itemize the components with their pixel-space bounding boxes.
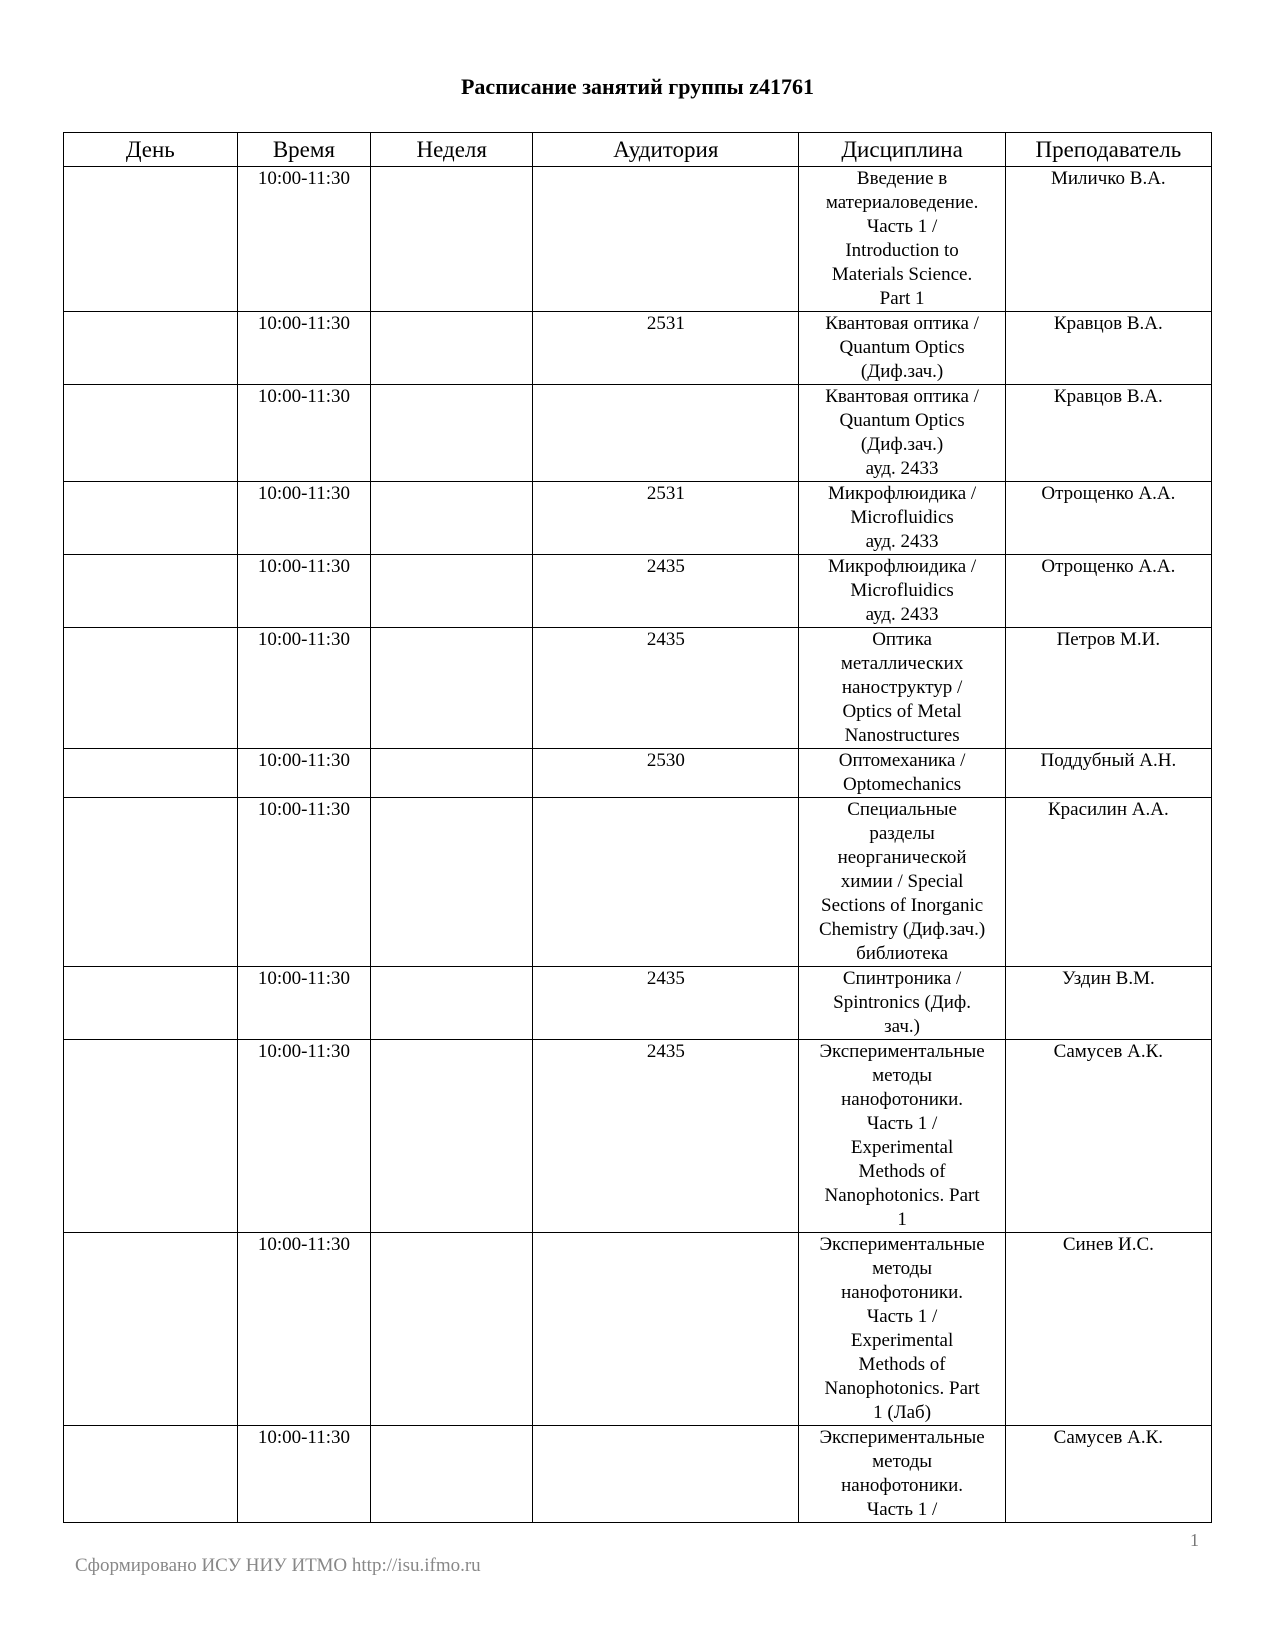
cell-teacher: Кравцов В.А. <box>1005 312 1211 385</box>
cell-room <box>533 1426 799 1523</box>
cell-time: 10:00-11:30 <box>237 482 371 555</box>
cell-discipline: Квантовая оптика / Quantum Optics (Диф.зач.) ауд. 2433 <box>799 385 1005 482</box>
cell-time: 10:00-11:30 <box>237 1426 371 1523</box>
cell-time: 10:00-11:30 <box>237 1040 371 1233</box>
header-row <box>64 133 1212 167</box>
schedule-table <box>63 132 1212 1523</box>
table-row <box>64 1233 1212 1426</box>
cell-discipline: Квантовая оптика / Quantum Optics (Диф.зач.) <box>799 312 1005 385</box>
column-header-time: Время <box>237 133 371 167</box>
cell-time: 10:00-11:30 <box>237 167 371 312</box>
cell-time: 10:00-11:30 <box>237 555 371 628</box>
cell-teacher: Уздин В.М. <box>1005 967 1211 1040</box>
cell-teacher: Самусев А.К. <box>1005 1040 1211 1233</box>
cell-week <box>371 798 533 967</box>
cell-room: 2435 <box>533 967 799 1040</box>
cell-teacher: Красилин А.А. <box>1005 798 1211 967</box>
table-row <box>64 167 1212 312</box>
cell-time: 10:00-11:30 <box>237 385 371 482</box>
cell-room <box>533 385 799 482</box>
cell-time: 10:00-11:30 <box>237 1233 371 1426</box>
cell-teacher: Поддубный А.Н. <box>1005 749 1211 798</box>
cell-discipline: Введение в материаловедение. Часть 1 / Introduction to Materials Science. Part 1 <box>799 167 1005 312</box>
table-row <box>64 798 1212 967</box>
column-header-discipline: Дисциплина <box>799 133 1005 167</box>
cell-discipline: Спинтроника / Spintronics (Диф. зач.) <box>799 967 1005 1040</box>
cell-day <box>64 749 238 798</box>
cell-room <box>533 1233 799 1426</box>
cell-time: 10:00-11:30 <box>237 967 371 1040</box>
table-row <box>64 555 1212 628</box>
table-row <box>64 749 1212 798</box>
cell-day <box>64 628 238 749</box>
cell-teacher: Синев И.С. <box>1005 1233 1211 1426</box>
cell-day <box>64 167 238 312</box>
cell-week <box>371 1040 533 1233</box>
cell-discipline: Экспериментальные методы нанофотоники. Часть 1 / Experimental Methods of Nanophotonics. Part 1 (Лаб) <box>799 1233 1005 1426</box>
cell-teacher: Отрощенко А.А. <box>1005 482 1211 555</box>
cell-discipline: Экспериментальные методы нанофотоники. Часть 1 / <box>799 1426 1005 1523</box>
cell-teacher: Петров М.И. <box>1005 628 1211 749</box>
cell-week <box>371 385 533 482</box>
cell-room: 2435 <box>533 555 799 628</box>
cell-week <box>371 1233 533 1426</box>
cell-discipline: Микрофлюидика / Microfluidics ауд. 2433 <box>799 555 1005 628</box>
cell-week <box>371 167 533 312</box>
cell-time: 10:00-11:30 <box>237 798 371 967</box>
column-header-room: Аудитория <box>533 133 799 167</box>
cell-day <box>64 1426 238 1523</box>
table-row <box>64 967 1212 1040</box>
table-row <box>64 385 1212 482</box>
cell-week <box>371 555 533 628</box>
cell-time: 10:00-11:30 <box>237 749 371 798</box>
cell-day <box>64 1233 238 1426</box>
cell-room <box>533 167 799 312</box>
cell-room: 2530 <box>533 749 799 798</box>
cell-discipline: Микрофлюидика / Microfluidics ауд. 2433 <box>799 482 1005 555</box>
table-row <box>64 628 1212 749</box>
cell-day <box>64 1040 238 1233</box>
table-row <box>64 482 1212 555</box>
cell-day <box>64 482 238 555</box>
cell-discipline: Оптомеханика / Optomechanics <box>799 749 1005 798</box>
column-header-day: День <box>64 133 238 167</box>
table-row <box>64 1426 1212 1523</box>
cell-week <box>371 1426 533 1523</box>
cell-week <box>371 628 533 749</box>
cell-day <box>64 967 238 1040</box>
cell-week <box>371 749 533 798</box>
cell-time: 10:00-11:30 <box>237 312 371 385</box>
cell-room: 2531 <box>533 312 799 385</box>
cell-teacher: Отрощенко А.А. <box>1005 555 1211 628</box>
cell-week <box>371 482 533 555</box>
cell-discipline: Экспериментальные методы нанофотоники. Часть 1 / Experimental Methods of Nanophotonics. Part 1 <box>799 1040 1005 1233</box>
cell-week <box>371 967 533 1040</box>
cell-day <box>64 312 238 385</box>
table-row <box>64 312 1212 385</box>
cell-week <box>371 312 533 385</box>
column-header-teacher: Преподаватель <box>1005 133 1211 167</box>
cell-discipline: Оптика металлических наноструктур / Optics of Metal Nanostructures <box>799 628 1005 749</box>
cell-room: 2531 <box>533 482 799 555</box>
cell-teacher: Самусев А.К. <box>1005 1426 1211 1523</box>
page-number: 1 <box>1190 1530 1199 1550</box>
cell-room: 2435 <box>533 1040 799 1233</box>
column-header-week: Неделя <box>371 133 533 167</box>
cell-teacher: Миличко В.А. <box>1005 167 1211 312</box>
cell-time: 10:00-11:30 <box>237 628 371 749</box>
page-title: Расписание занятий группы z41761 <box>460 74 814 99</box>
footer-text: Сформировано ИСУ НИУ ИТМО http://isu.ifmo.ru <box>75 1555 481 1576</box>
cell-teacher: Кравцов В.А. <box>1005 385 1211 482</box>
cell-day <box>64 555 238 628</box>
table-row <box>64 1040 1212 1233</box>
cell-room <box>533 798 799 967</box>
cell-discipline: Специальные разделы неорганической химии / Special Sections of Inorganic Chemistry (Диф.зач.) библиотека <box>799 798 1005 967</box>
cell-room: 2435 <box>533 628 799 749</box>
cell-day <box>64 385 238 482</box>
cell-day <box>64 798 238 967</box>
